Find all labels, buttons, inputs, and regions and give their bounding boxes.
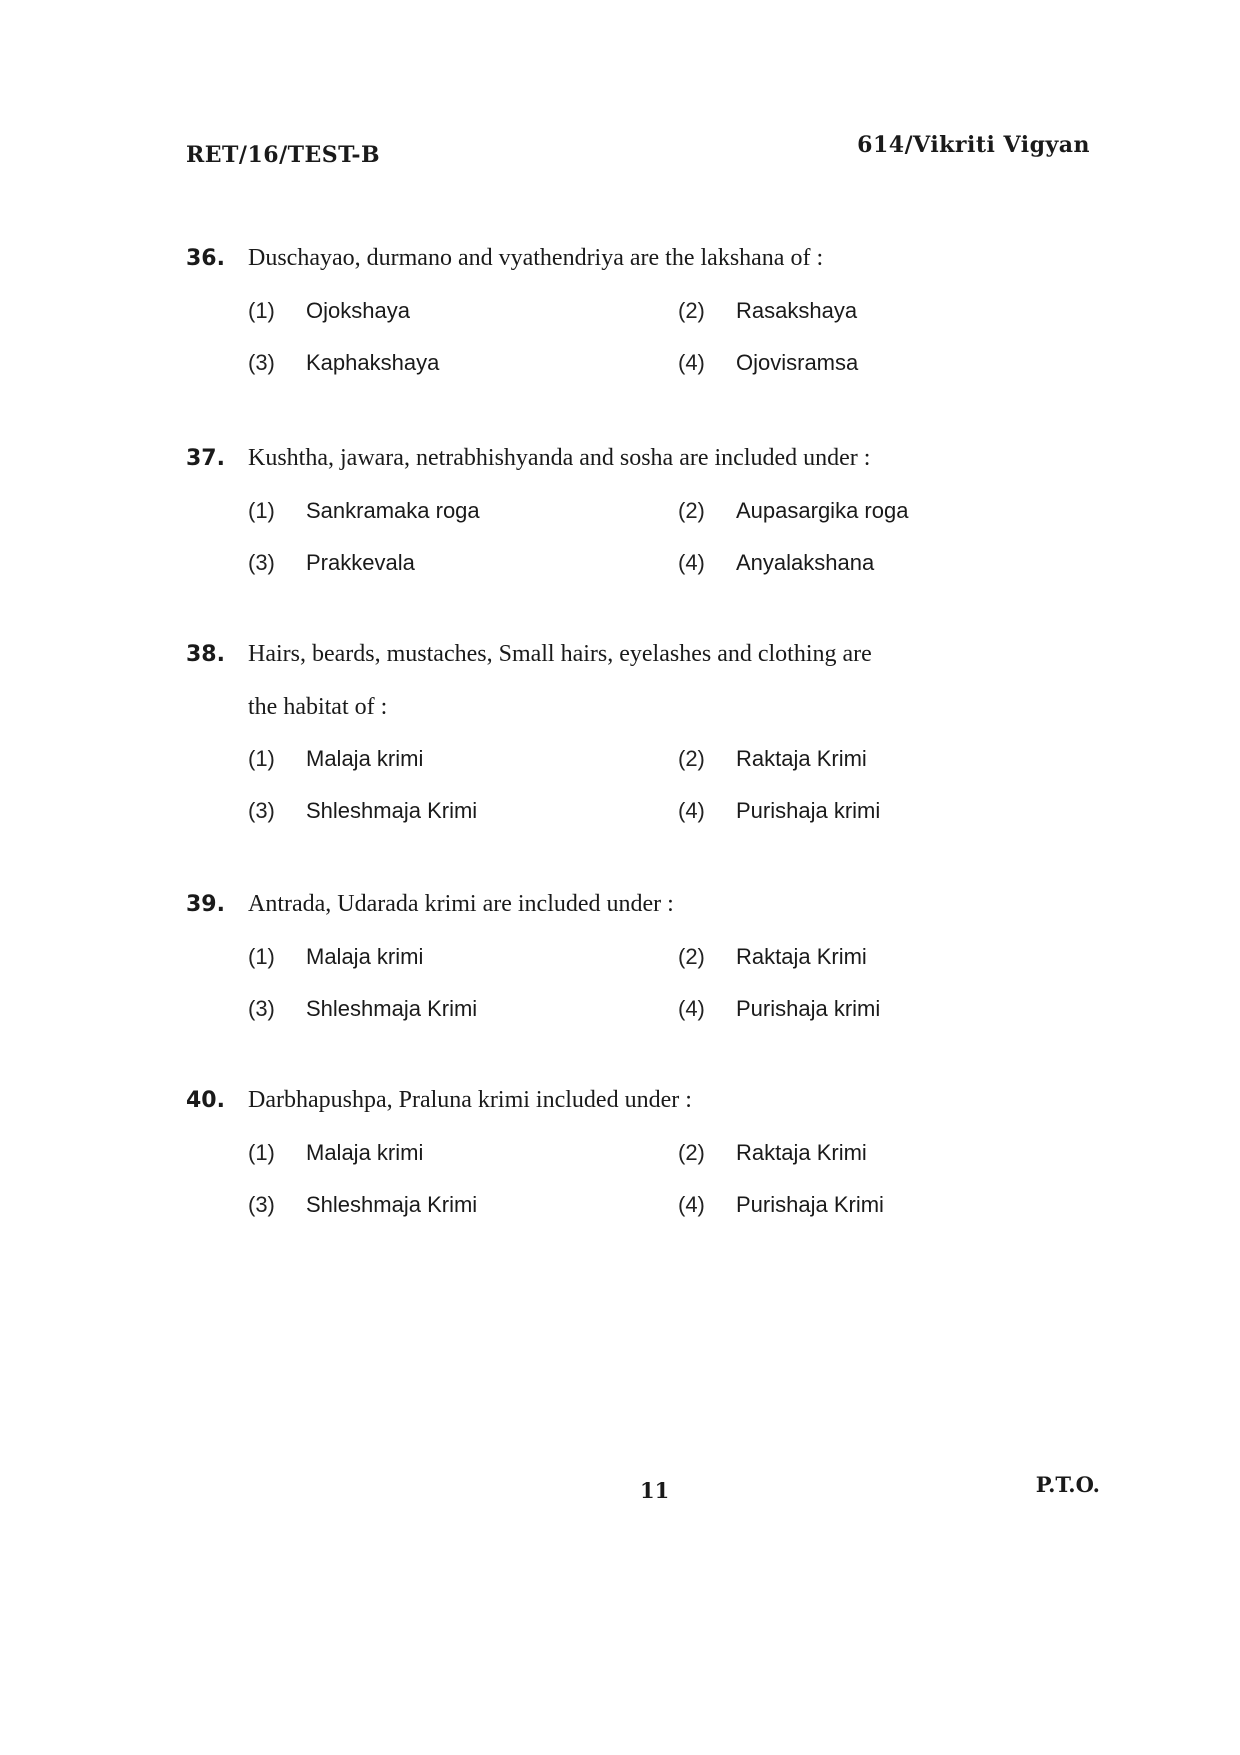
option-text: Ojovisramsa (736, 350, 859, 375)
option-text: Malaja krimi (306, 944, 424, 969)
question-stem (186, 878, 1106, 931)
option-2 (678, 1127, 1078, 1179)
option-number: (2) (678, 498, 705, 523)
question-text: Darbhapushpa, Praluna krimi included under : (248, 1087, 692, 1113)
option-text: Purishaja krimi (736, 798, 881, 823)
option-number: (1) (248, 1140, 275, 1165)
option-text: Sankramaka roga (306, 498, 480, 523)
option-1 (248, 733, 678, 785)
option-number: (1) (248, 746, 275, 771)
page-number: 11 (640, 1478, 670, 1503)
option-number: (3) (248, 550, 275, 575)
option-3 (248, 983, 678, 1035)
please-turn-over: P.T.O. (1035, 1472, 1100, 1497)
question-number: 38. (186, 642, 225, 667)
option-4 (678, 983, 1078, 1035)
option-2 (678, 285, 1078, 337)
option-number: (4) (678, 1192, 705, 1217)
question-number: 40. (186, 1088, 225, 1113)
option-number: (4) (678, 996, 705, 1021)
option-1 (248, 931, 678, 983)
option-number: (3) (248, 1192, 275, 1217)
option-2 (678, 485, 1078, 537)
option-number: (2) (678, 298, 705, 323)
option-4 (678, 1179, 1078, 1231)
option-text: Rasakshaya (736, 298, 858, 323)
paper-code: RET/16/TEST-B (186, 142, 381, 168)
options-grid (186, 931, 1106, 1035)
option-text: Shleshmaja Krimi (306, 798, 478, 823)
option-3 (248, 1179, 678, 1231)
question-number: 37. (186, 446, 225, 471)
option-number: (2) (678, 944, 705, 969)
question-stem (186, 628, 1106, 681)
option-text: Raktaja Krimi (736, 746, 867, 771)
question-38 (186, 628, 1106, 837)
option-text: Purishaja Krimi (736, 1192, 884, 1217)
option-text: Aupasargika roga (736, 498, 909, 523)
option-text: Purishaja krimi (736, 996, 881, 1021)
question-stem (186, 432, 1106, 485)
option-text: Raktaja Krimi (736, 1140, 867, 1165)
question-number: 39. (186, 892, 225, 917)
question-number: 36. (186, 246, 225, 271)
question-text: Hairs, beards, mustaches, Small hairs, eyelashes and clothing are (248, 641, 872, 667)
question-36 (186, 232, 1106, 389)
options-grid (186, 1127, 1106, 1231)
option-1 (248, 285, 678, 337)
question-text: Kushtha, jawara, netrabhishyanda and sosha are included under : (248, 445, 871, 471)
option-number: (1) (248, 298, 275, 323)
option-4 (678, 785, 1078, 837)
option-3 (248, 785, 678, 837)
option-3 (248, 337, 678, 389)
option-2 (678, 931, 1078, 983)
option-number: (4) (678, 550, 705, 575)
option-text: Shleshmaja Krimi (306, 1192, 478, 1217)
option-text: Ojokshaya (306, 298, 410, 323)
option-4 (678, 337, 1078, 389)
option-text: Malaja krimi (306, 746, 424, 771)
question-39 (186, 878, 1106, 1035)
question-text-continuation: the habitat of : (248, 694, 388, 720)
option-number: (3) (248, 798, 275, 823)
question-text: Duschayao, durmano and vyathendriya are the lakshana of : (248, 245, 824, 271)
option-number: (2) (678, 746, 705, 771)
option-2 (678, 733, 1078, 785)
option-number: (1) (248, 944, 275, 969)
option-3 (248, 537, 678, 589)
option-text: Shleshmaja Krimi (306, 996, 478, 1021)
options-grid (186, 485, 1106, 589)
question-text: Antrada, Udarada krimi are included under : (248, 891, 674, 917)
option-number: (1) (248, 498, 275, 523)
option-text: Kaphakshaya (306, 350, 440, 375)
question-stem (186, 232, 1106, 285)
option-text: Prakkevala (306, 550, 415, 575)
option-1 (248, 1127, 678, 1179)
option-number: (4) (678, 798, 705, 823)
option-text: Anyalakshana (736, 550, 875, 575)
option-number: (3) (248, 350, 275, 375)
options-grid (186, 733, 1106, 837)
option-1 (248, 485, 678, 537)
question-37 (186, 432, 1106, 589)
option-text: Raktaja Krimi (736, 944, 867, 969)
option-4 (678, 537, 1078, 589)
question-40 (186, 1074, 1106, 1231)
option-number: (2) (678, 1140, 705, 1165)
option-number: (4) (678, 350, 705, 375)
option-number: (3) (248, 996, 275, 1021)
options-grid (186, 285, 1106, 389)
option-text: Malaja krimi (306, 1140, 424, 1165)
subject-title: 614/Vikriti Vigyan (857, 132, 1090, 158)
question-stem (186, 1074, 1106, 1127)
